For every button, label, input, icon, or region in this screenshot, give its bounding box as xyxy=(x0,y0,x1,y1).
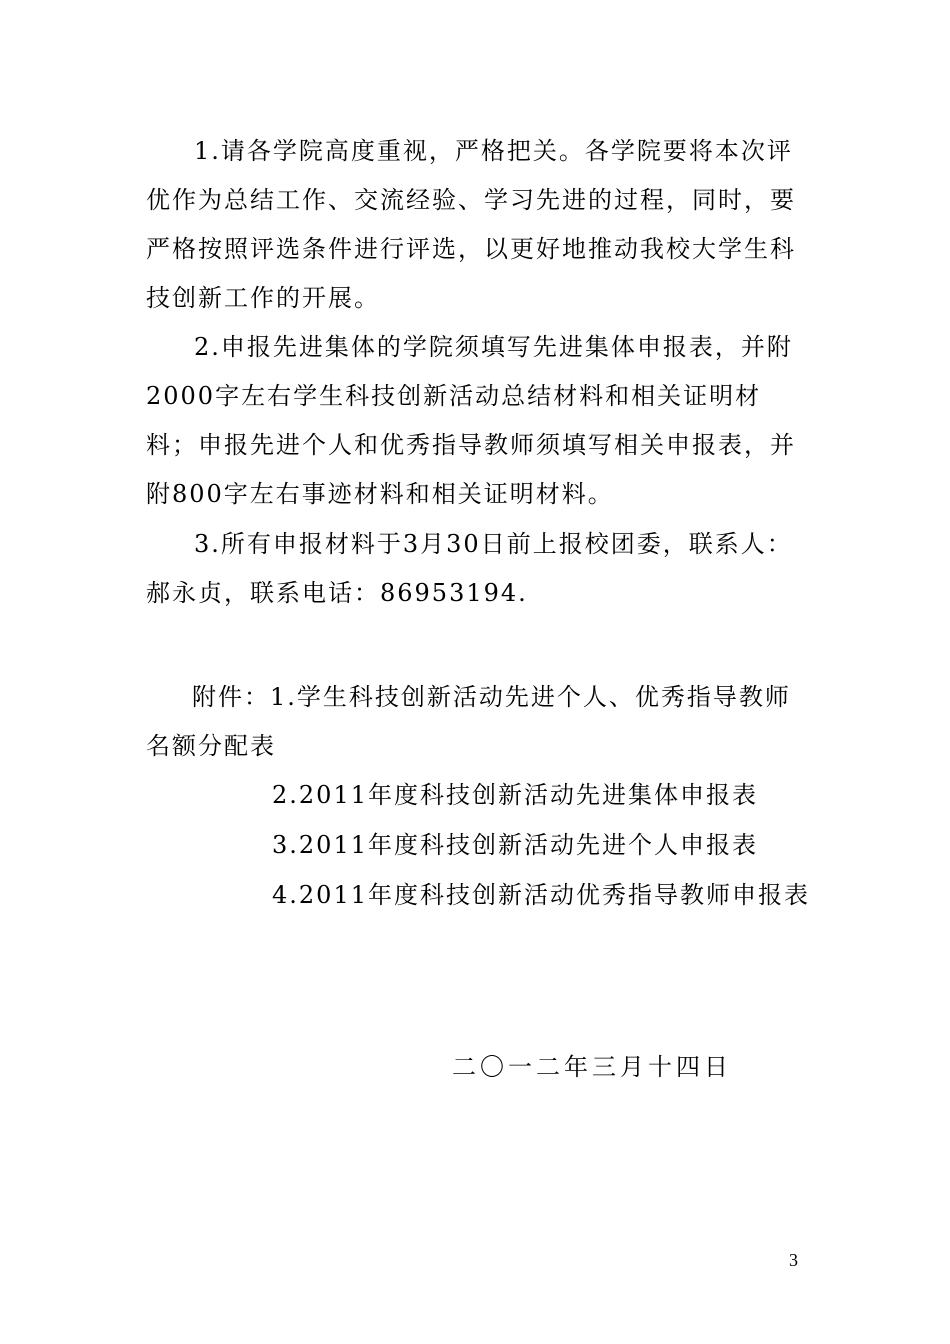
attachment-item: 2.2011年度科技创新活动先进集体申报表 xyxy=(272,781,758,809)
paragraph-1 xyxy=(146,127,808,323)
paragraph-3-text: 3.所有申报材料于3月30日前上报校团委，联系人：郝永贞，联系电话：86953194. xyxy=(146,530,793,607)
paragraph-2-text: 2.申报先进集体的学院须填写先进集体申报表，并附2000字左右学生科技创新活动总结材料和相关证明材料；申报先进个人和优秀指导教师须填写相关申报表，并附800字左右事迹材料和相关证明材料。 xyxy=(146,333,796,508)
paragraph-1-text: 1.请各学院高度重视，严格把关。各学院要将本次评优作为总结工作、交流经验、学习先进的过程，同时，要严格按照评选条件进行评选，以更好地推动我校大学生科技创新工作的开展。 xyxy=(146,137,796,312)
paragraph-2 xyxy=(146,323,808,519)
attachments-intro xyxy=(146,673,808,771)
paragraph-3 xyxy=(146,520,808,618)
page-number: 3 xyxy=(789,1250,798,1270)
attachment-item: 3.2011年度科技创新活动先进个人申报表 xyxy=(272,831,758,859)
attachment-item: 4.2011年度科技创新活动优秀指导教师申报表 xyxy=(272,881,810,909)
attachments-intro-text: 附件：1.学生科技创新活动先进个人、优秀指导教师名额分配表 xyxy=(146,683,791,760)
document-date: 二〇一二年三月十四日 xyxy=(452,1053,732,1081)
